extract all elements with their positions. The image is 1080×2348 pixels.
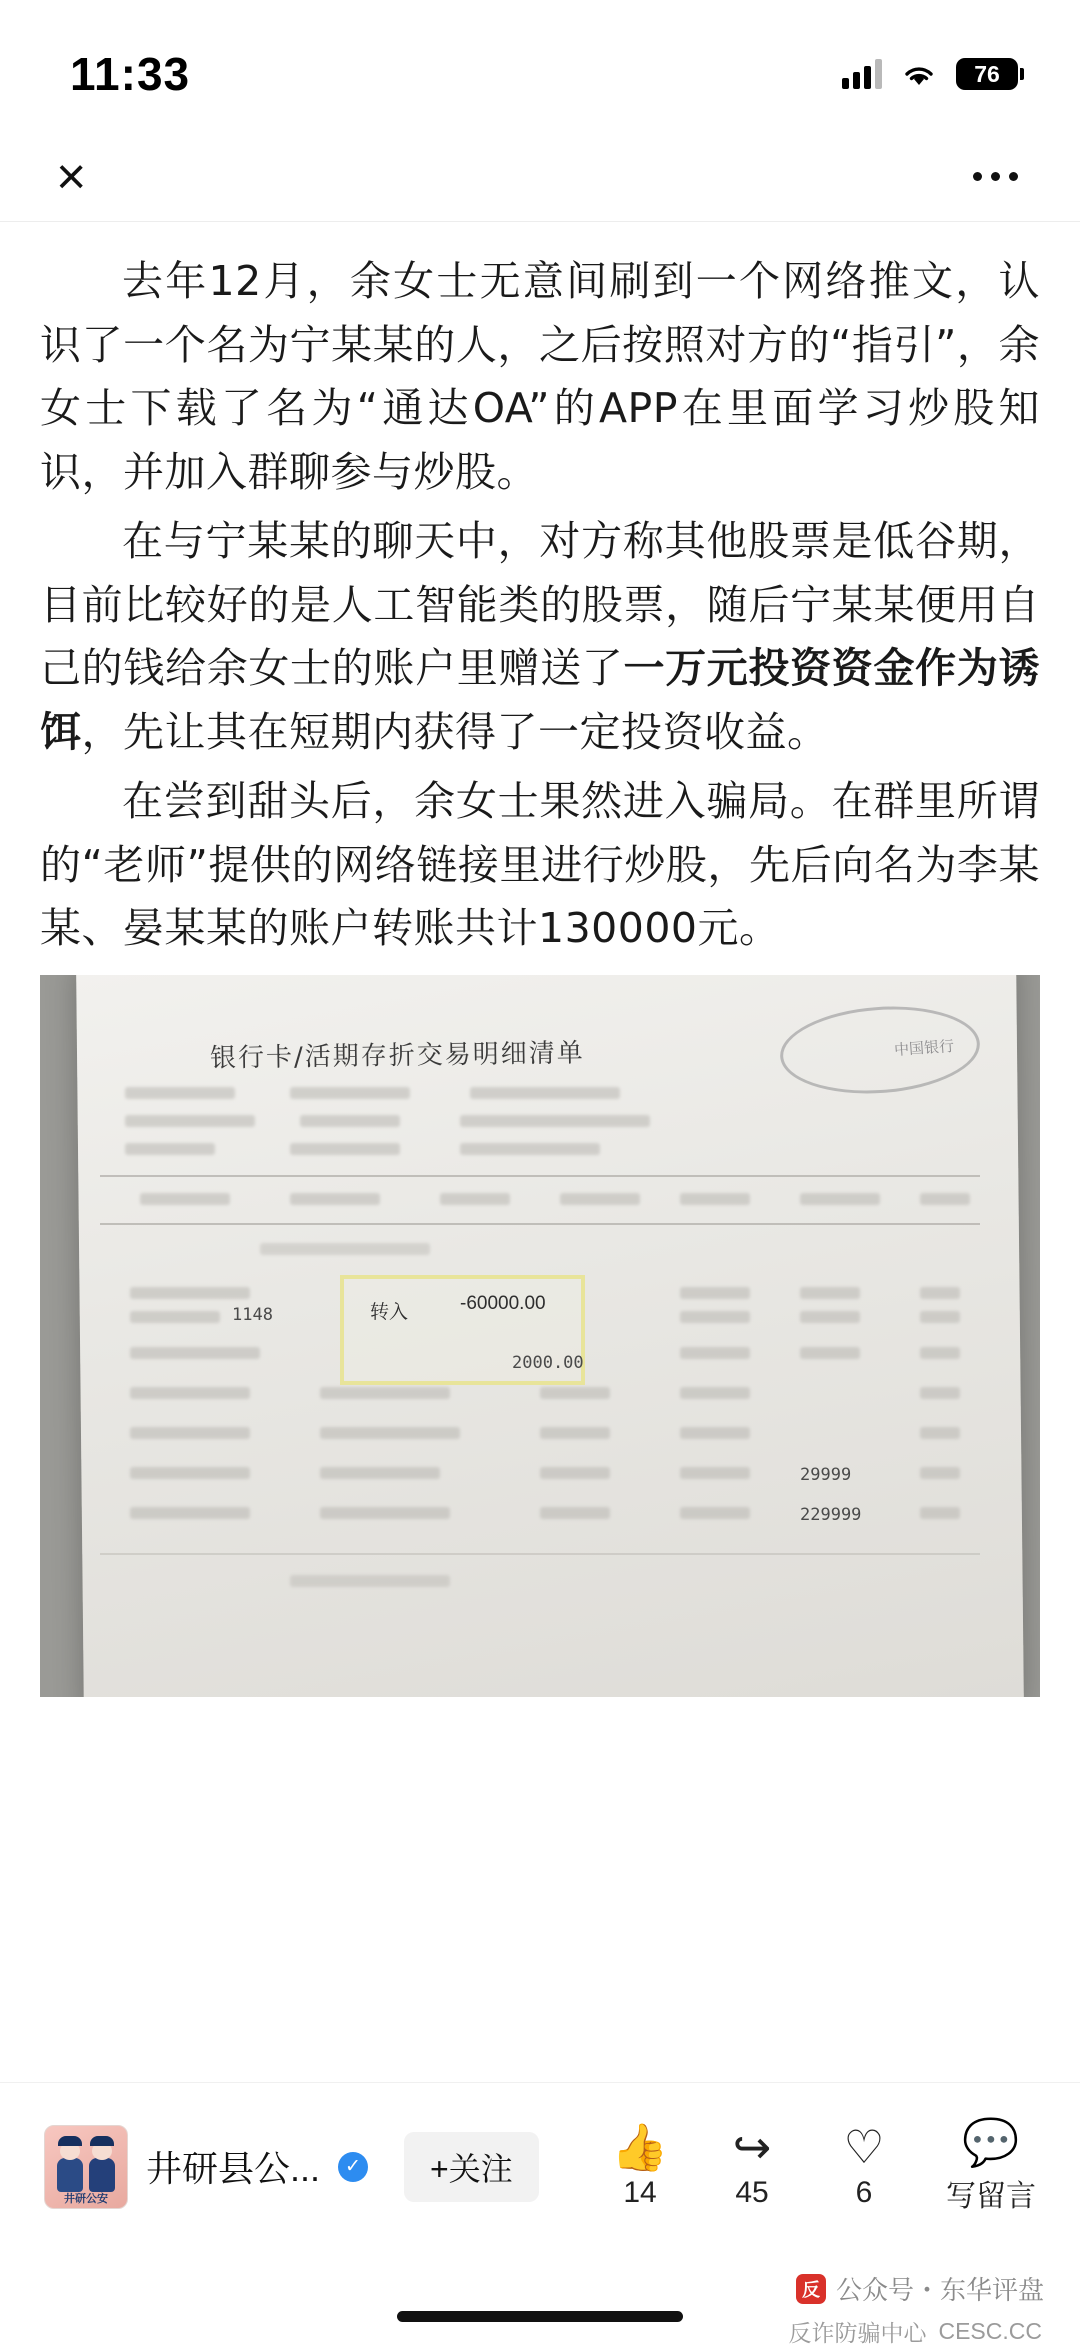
- cellular-signal-icon: [842, 59, 882, 89]
- watermark-primary: [796, 2270, 1044, 2307]
- more-options-icon[interactable]: [973, 172, 1018, 181]
- like-button[interactable]: [610, 2120, 670, 2210]
- stamp-text: 中国银行: [893, 1037, 955, 1060]
- comment-button[interactable]: [946, 2115, 1036, 2215]
- share-count: 45: [735, 2175, 769, 2209]
- statement-amount: 29999: [800, 1465, 852, 1486]
- battery-indicator: 76: [956, 58, 1018, 90]
- paragraph-text: ，先让其在短期内获得了一定投资收益。: [81, 707, 829, 756]
- highlight-amount: -60000.00: [460, 1293, 546, 1315]
- card-number-fragment: 1148: [232, 1305, 273, 1326]
- navigation-bar: [0, 132, 1080, 222]
- watermark-center-name: 反诈防骗中心: [788, 2320, 927, 2346]
- secondary-amount: 2000.00: [512, 1353, 584, 1374]
- bank-statement-photo[interactable]: [40, 975, 1040, 1697]
- status-indicators: [842, 42, 1018, 90]
- follow-button[interactable]: +关注: [404, 2132, 539, 2202]
- watermark-bar: [0, 2250, 1080, 2348]
- like-count: 14: [623, 2175, 657, 2209]
- status-bar: [0, 0, 1080, 132]
- favorite-button[interactable]: [834, 2120, 894, 2210]
- paragraph-text: 去年12月，余女士无意间刷到一个网络推文，认识了一个名为宁某某的人，之后按照对方的“指引”，余女士下载了名为“通达OA”的APP在里面学习炒股知识，并加入群聊参与炒股。: [40, 257, 1040, 496]
- avatar[interactable]: [44, 2125, 128, 2209]
- article-paragraph: [40, 770, 1040, 961]
- share-icon: ↪: [732, 2120, 772, 2173]
- status-time: 11:33: [70, 48, 191, 100]
- paragraph-emphasis: 一万元投资资金作为诱饵: [40, 644, 1041, 756]
- comment-label: 写留言: [946, 2179, 1036, 2213]
- article-paragraph: [40, 510, 1040, 764]
- home-indicator[interactable]: [397, 2311, 683, 2322]
- account-info[interactable]: [44, 2125, 539, 2209]
- thumbs-up-icon: 👍: [611, 2120, 669, 2173]
- account-name[interactable]: 井研县公...: [146, 2148, 321, 2189]
- anti-fraud-logo-icon: 反: [796, 2274, 826, 2304]
- close-icon[interactable]: ×: [56, 147, 87, 206]
- paragraph-text: 在尝到甜头后，余女士果然进入骗局。在群里所谓的“老师”提供的网络链接里进行炒股，先后向名为李某某、晏某某的账户转账共计130000元。: [40, 777, 1040, 953]
- document-title: 银行卡/活期存折交易明细清单: [209, 1038, 585, 1074]
- watermark-secondary: [788, 2311, 1044, 2348]
- highlight-label: 转入: [370, 1302, 409, 1324]
- heart-icon: ♡: [843, 2120, 885, 2173]
- favorite-count: 6: [855, 2175, 873, 2209]
- verified-badge-icon: ✓: [338, 2152, 368, 2182]
- statement-amount: 229999: [800, 1505, 862, 1526]
- engagement-actions: [610, 2115, 1036, 2215]
- paragraph-text: 在与宁某某的聊天中，对方称其他股票是低谷期，目前比较好的是人工智能类的股票，随后宁某某便用自己的钱给余女士的账户里赠送了: [40, 517, 1040, 693]
- footer-action-bar: [0, 2082, 1080, 2250]
- comment-icon: 💬: [962, 2115, 1020, 2168]
- wifi-icon: [900, 59, 938, 89]
- article-paragraph: [40, 250, 1040, 504]
- share-button[interactable]: [722, 2120, 782, 2210]
- article-content: [0, 222, 1080, 2082]
- watermark-account: 公众号・东华评盘: [835, 2275, 1044, 2305]
- watermark-domain: CESC.CC: [938, 2318, 1042, 2344]
- avatar-tag: 井研公安: [64, 2192, 108, 2205]
